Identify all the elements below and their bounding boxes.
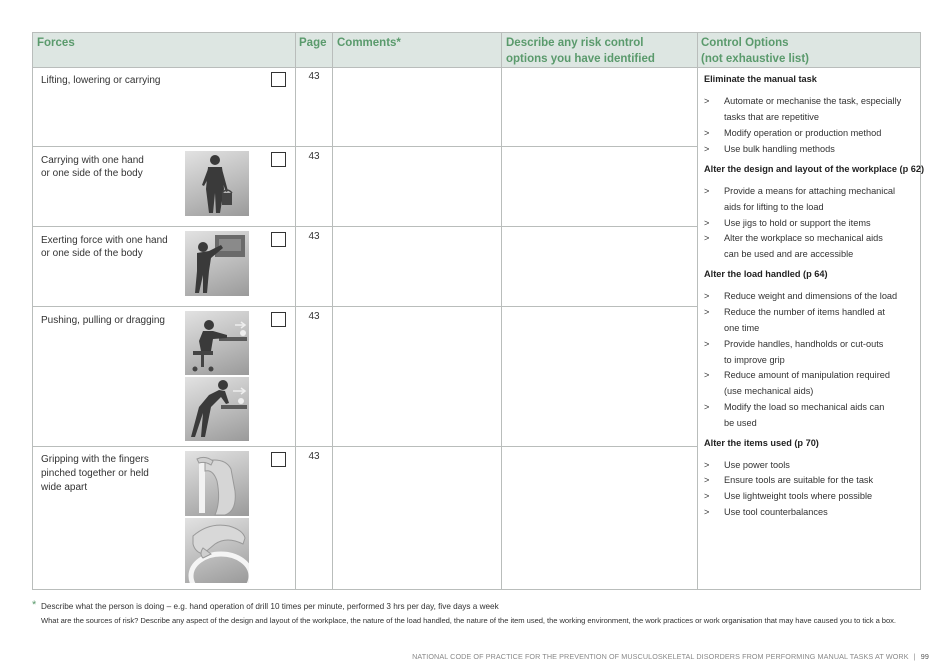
force-checkbox-gripping[interactable]: [271, 452, 286, 467]
control-option-item: > Ensure tools are suitable for the task: [704, 473, 919, 489]
header-control-line1: Control Options: [701, 37, 789, 49]
control-option-item: > Alter the workplace so mechanical aids can be used and are accessible: [704, 233, 883, 259]
force-checkbox-pushing[interactable]: [271, 312, 286, 327]
force-label-carrying-line1: Carrying with one hand: [41, 155, 144, 166]
force-checkbox-exerting[interactable]: [271, 232, 286, 247]
page-footer: [412, 652, 929, 661]
arrow-bullet-icon: >: [704, 96, 710, 106]
header-forces: Forces: [37, 37, 75, 49]
arrow-bullet-icon: >: [704, 460, 710, 470]
page-ref: 43: [308, 151, 320, 162]
force-label-gripping-line1: Gripping with the fingers: [41, 454, 149, 465]
arrow-bullet-icon: >: [704, 339, 710, 349]
control-option-item: > Use lightweight tools where possible: [704, 489, 919, 505]
force-label-carrying-line2: or one side of the body: [41, 168, 143, 179]
header-page: Page: [299, 37, 327, 49]
force-checkbox-carrying[interactable]: [271, 152, 286, 167]
arrow-bullet-icon: >: [704, 128, 710, 138]
footnote-marker: *: [32, 599, 37, 611]
arrow-bullet-icon: >: [704, 307, 710, 317]
control-option-item: > Reduce amount of manipulation required (use mechanical aids): [704, 370, 890, 396]
control-option-item: > Automate or mechanise the task, especially tasks that are repetitive: [704, 96, 902, 122]
force-label-lifting: Lifting, lowering or carrying: [41, 75, 161, 86]
control-option-item: > Use bulk handling methods: [704, 142, 919, 158]
force-label-gripping-line2: pinched together or held: [41, 468, 149, 479]
arrow-bullet-icon: >: [704, 402, 710, 412]
control-section-title: Eliminate the manual task: [704, 74, 817, 84]
person-carrying-bucket-image: [185, 151, 249, 216]
force-label-pushing: Pushing, pulling or dragging: [41, 315, 165, 326]
control-option-item: > Use power tools: [704, 458, 919, 474]
control-section-title: Alter the design and layout of the workplace (p 62): [704, 164, 925, 174]
page-ref: 43: [308, 71, 320, 82]
control-option-item: > Provide a means for attaching mechanical aids for lifting to the load: [704, 186, 896, 212]
header-control-line2: (not exhaustive list): [701, 53, 809, 65]
control-section-title: Alter the items used (p 70): [704, 438, 819, 448]
force-label-exerting-line2: or one side of the body: [41, 248, 143, 259]
hand-pinch-grip-image: [185, 451, 249, 516]
arrow-bullet-icon: >: [704, 491, 710, 501]
footer-separator: |: [913, 652, 916, 661]
arrow-bullet-icon: >: [704, 144, 710, 154]
page-number: 99: [920, 652, 929, 661]
page-ref: 43: [308, 311, 320, 322]
arrow-bullet-icon: >: [704, 186, 710, 196]
footer-title: NATIONAL CODE OF PRACTICE FOR THE PREVENTION OF MUSCULOSKELETAL DISORDERS FROM PERFORMING MANUAL TASKS AT WORK: [412, 652, 909, 661]
control-option-item: > Reduce weight and dimensions of the load: [704, 289, 919, 305]
person-pushing-standing-image: [185, 377, 249, 441]
person-pushing-seated-image: [185, 311, 249, 375]
arrow-bullet-icon: >: [704, 233, 710, 243]
control-option-item: > Use jigs to hold or support the items: [704, 216, 919, 232]
arrow-bullet-icon: >: [704, 507, 710, 517]
footnote-line1: Describe what the person is doing – e.g. hand operation of drill 10 times per minute, performed 3 hrs per day, five days a week: [41, 602, 499, 611]
force-label-exerting-line1: Exerting force with one hand: [41, 235, 168, 246]
arrow-bullet-icon: >: [704, 475, 710, 485]
person-exerting-force-image: [185, 231, 249, 296]
control-option-item: > Reduce the number of items handled at one time: [704, 307, 885, 333]
footnote-line2: What are the sources of risk? Describe any aspect of the design and layout of the workplace, the nature of the load handled, the nature of the item used, the working environment, the work practices or work organisation that may have caused you to tick a box.: [41, 616, 896, 625]
control-option-item: > Modify the load so mechanical aids can be used: [704, 402, 885, 428]
control-option-item: > Modify operation or production method: [704, 126, 919, 142]
control-option-item: > Provide handles, handholds or cut-outs to improve grip: [704, 339, 884, 365]
header-comments: Comments*: [337, 37, 401, 49]
page-ref: 43: [308, 451, 320, 462]
page-ref: 43: [308, 231, 320, 242]
control-option-item: > Use tool counterbalances: [704, 505, 919, 521]
header-describe-line2: options you have identified: [506, 53, 655, 65]
arrow-bullet-icon: >: [704, 291, 710, 301]
force-label-gripping-line3: wide apart: [41, 482, 88, 493]
force-checkbox-lifting[interactable]: [271, 72, 286, 87]
arrow-bullet-icon: >: [704, 370, 710, 380]
arrow-bullet-icon: >: [704, 218, 710, 228]
control-section-title: Alter the load handled (p 64): [704, 269, 828, 279]
header-describe-line1: Describe any risk control: [506, 37, 644, 49]
hand-wide-grip-image: [185, 518, 249, 583]
